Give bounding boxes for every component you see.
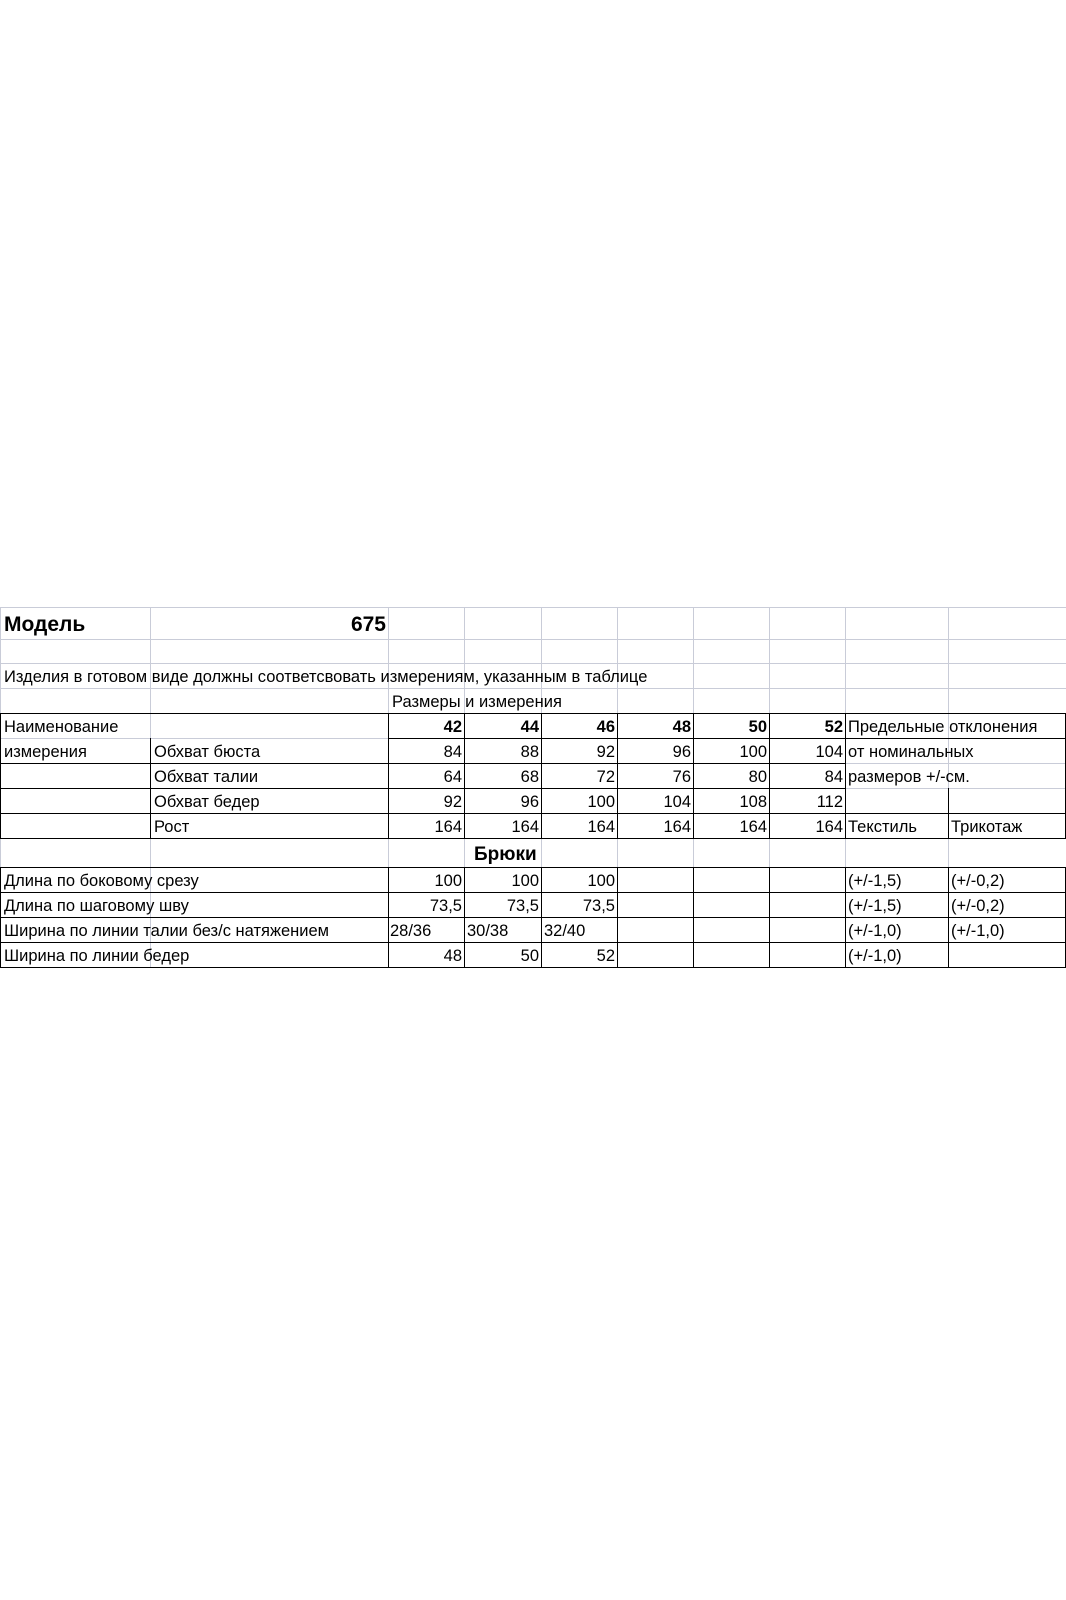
product-measurement-name: Длина по боковому срезу [4, 871, 199, 890]
tolerance-knit: (+/-0,2) [951, 871, 1005, 890]
measurement-value: 100 [587, 792, 615, 811]
product-value: 50 [520, 946, 539, 965]
product-value: 73,5 [429, 896, 462, 915]
measurement-value: 92 [443, 792, 462, 811]
tolerance-type-textile: Текстиль [848, 817, 917, 836]
measurement-value: 64 [443, 767, 462, 786]
model-number: 675 [350, 613, 386, 636]
product-value: 52 [596, 946, 615, 965]
table-border [0, 967, 1066, 968]
name-column-header: измерения [4, 742, 87, 761]
measurement-name: Обхват бедер [154, 792, 260, 811]
size-header: 46 [596, 717, 615, 736]
measurement-value: 80 [748, 767, 767, 786]
table-border [693, 867, 694, 967]
measurement-value: 76 [672, 767, 691, 786]
tolerance-type-knit: Трикотаж [951, 817, 1023, 836]
size-header: 52 [824, 717, 843, 736]
product-value: 100 [587, 871, 615, 890]
measurement-value: 96 [520, 792, 539, 811]
measurement-value: 100 [739, 742, 767, 761]
table-border [617, 867, 618, 967]
measurement-value: 84 [443, 742, 462, 761]
section-title: Размеры и измерения [392, 692, 562, 711]
product-measurement-name: Ширина по линии талии без/с натяжением [4, 921, 330, 940]
size-header: 48 [672, 717, 691, 736]
product-measurement-name: Ширина по линии бедер [4, 946, 190, 965]
size-header: 44 [520, 717, 539, 736]
measurement-value: 84 [824, 767, 843, 786]
measurement-value: 68 [520, 767, 539, 786]
product-value: 30/38 [467, 921, 509, 940]
tolerance-knit: (+/-1,0) [951, 921, 1005, 940]
measurement-value: 164 [434, 817, 462, 836]
product-value: 48 [443, 946, 462, 965]
product-value: 28/36 [390, 921, 432, 940]
sheet-gridline [0, 639, 1066, 640]
tolerance-textile: (+/-1,0) [848, 921, 902, 940]
requirements-note: Изделия в готовом виде должны соответсвовать измерениям, указанным в таблице [4, 667, 648, 686]
measurement-value: 104 [663, 792, 691, 811]
product-value: 73,5 [506, 896, 539, 915]
product-value: 100 [511, 871, 539, 890]
measurement-value: 164 [739, 817, 767, 836]
product-value: 32/40 [544, 921, 586, 940]
measurement-name: Обхват бюста [154, 742, 261, 761]
table-border [769, 867, 770, 967]
model-label: Модель [4, 613, 86, 636]
tolerance-textile: (+/-1,0) [848, 946, 902, 965]
tolerance-textile: (+/-1,5) [848, 871, 902, 890]
measurement-value: 164 [815, 817, 843, 836]
product-value: 73,5 [582, 896, 615, 915]
tolerance-textile: (+/-1,5) [848, 896, 902, 915]
product-title: Брюки [474, 844, 537, 865]
measurement-value: 96 [672, 742, 691, 761]
measurement-value: 108 [739, 792, 767, 811]
measurement-value: 72 [596, 767, 615, 786]
measurement-name: Обхват талии [154, 767, 259, 786]
tolerance-header: Предельные отклонения [848, 717, 1038, 736]
name-column-header: Наименование [4, 717, 119, 736]
measurement-value: 112 [816, 792, 843, 811]
tolerance-knit [948, 942, 1066, 967]
measurement-value: 164 [511, 817, 539, 836]
measurement-value: 88 [520, 742, 539, 761]
measurement-name: Рост [154, 817, 190, 836]
product-measurement-name: Длина по шаговому шву [4, 896, 189, 915]
product-value: 100 [434, 871, 462, 890]
tolerance-knit: (+/-0,2) [951, 896, 1005, 915]
measurement-value: 92 [596, 742, 615, 761]
measurement-value: 164 [587, 817, 615, 836]
tolerance-header: размеров +/-см. [848, 767, 970, 786]
measurement-value: 164 [663, 817, 691, 836]
measurement-value: 104 [815, 742, 843, 761]
tolerance-header: от номинальных [848, 742, 974, 761]
size-header: 42 [443, 717, 462, 736]
size-header: 50 [748, 717, 767, 736]
table-border [948, 788, 949, 813]
